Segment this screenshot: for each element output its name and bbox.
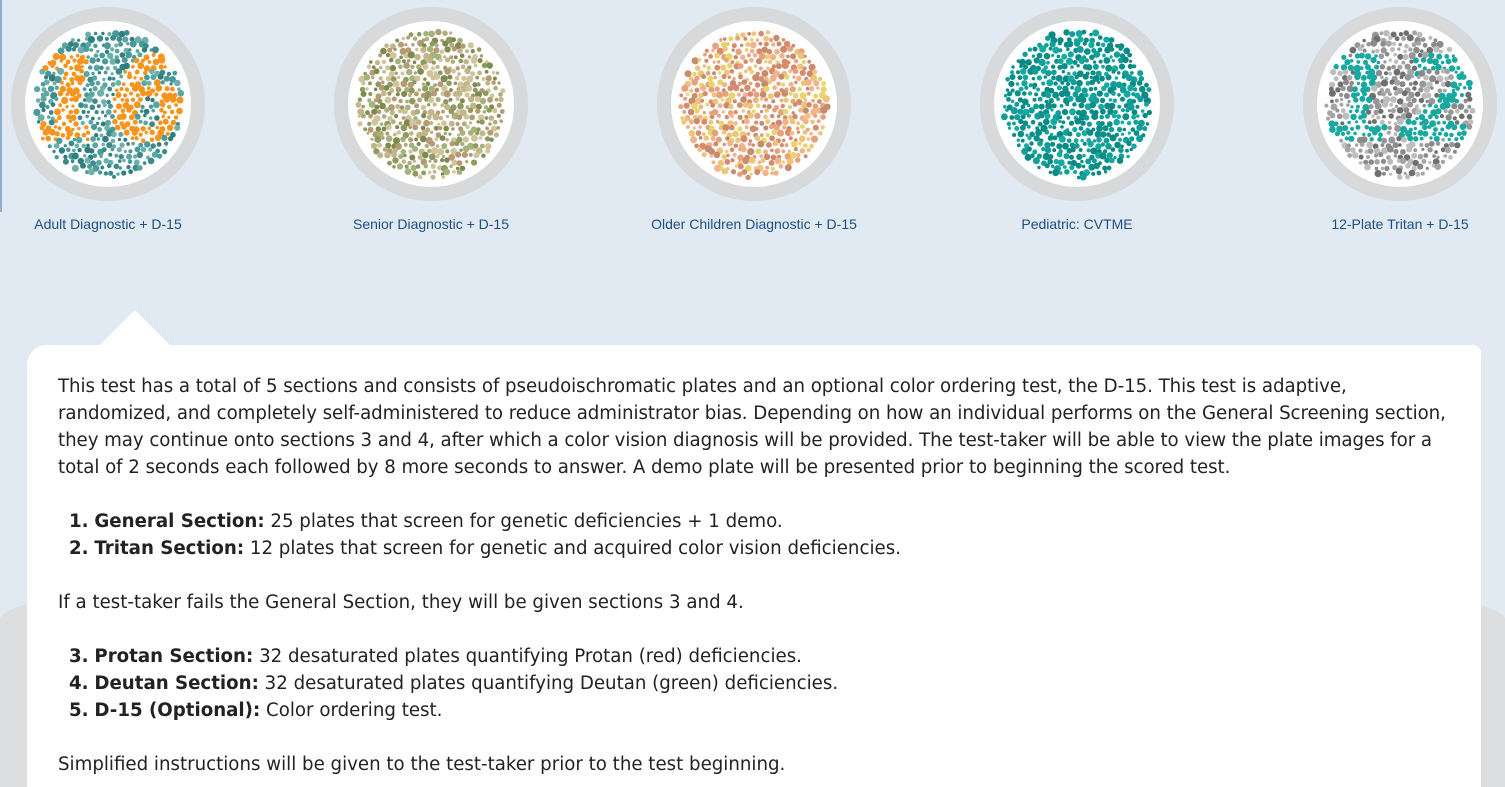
section-list-primary — [58, 508, 1450, 562]
section-text: 32 desaturated plates quantifying Protan (red) deficiencies. — [253, 646, 802, 667]
plate-older-children-diagnostic[interactable] — [604, 7, 904, 237]
test-description-card — [27, 345, 1481, 787]
section-number: 5. — [69, 700, 89, 721]
section-text: 32 desaturated plates quantifying Deutan (green) deficiencies. — [258, 673, 839, 694]
selection-pointer — [97, 310, 173, 348]
plate-pediatric-cvtme[interactable] — [927, 7, 1227, 237]
plate-senior-diagnostic[interactable] — [281, 7, 581, 237]
list-item — [58, 697, 1450, 724]
plate-ring — [1303, 7, 1497, 201]
fail-note: If a test-taker fails the General Section, they will be given sections 3 and 4. — [58, 592, 744, 613]
intro-paragraph: This test has a total of 5 sections and consists of pseudoischromatic plates and an optional color ordering test, the D-15. This test is adaptive, randomized, and completely self-administered to reduce administrator bias. Depending on how an individual performs on the General Screening section, they may continue onto sections 3 and 4, after which a color vision diagnosis will be provided. The test-taker will be able to view the plate images for a total of 2 seconds each followed by 8 more seconds to answer. A demo plate will be presented prior to beginning the scored test. — [58, 376, 1446, 478]
plate-selector — [0, 0, 1505, 245]
ishihara-plate-icon — [348, 21, 514, 187]
section-list-secondary — [58, 643, 1450, 724]
ishihara-plate-icon — [1317, 21, 1483, 187]
section-name: General Section: — [94, 511, 265, 532]
plate-label-tritan[interactable]: 12-Plate Tritan + D-15 — [1331, 216, 1469, 232]
ishihara-plate-icon — [671, 21, 837, 187]
section-text: 12 plates that screen for genetic and acquired color vision deficiencies. — [244, 538, 901, 559]
plate-ring — [657, 7, 851, 201]
section-number: 1. — [69, 511, 89, 532]
section-number: 3. — [69, 646, 89, 667]
plate-ring — [980, 7, 1174, 201]
footer-note: Simplified instructions will be given to the test-taker prior to the test beginning. — [58, 754, 786, 775]
list-item — [58, 508, 1450, 535]
section-text: 25 plates that screen for genetic deficiencies + 1 demo. — [264, 511, 783, 532]
section-number: 2. — [69, 538, 89, 559]
plate-adult-diagnostic[interactable] — [0, 7, 258, 237]
list-item — [58, 643, 1450, 670]
section-name: Deutan Section: — [94, 673, 259, 694]
plate-label-adult-diagnostic[interactable]: Adult Diagnostic + D-15 — [34, 216, 182, 232]
plate-label-senior-diagnostic[interactable]: Senior Diagnostic + D-15 — [352, 216, 510, 232]
list-item — [58, 670, 1450, 697]
section-name: Protan Section: — [94, 646, 254, 667]
section-number: 4. — [69, 673, 89, 694]
plate-ring — [11, 7, 205, 201]
plate-label-pediatric-cvtme[interactable]: Pediatric: CVTME — [1021, 216, 1133, 232]
section-name: Tritan Section: — [94, 538, 245, 559]
plate-label-older-children-diagnostic[interactable]: Older Children Diagnostic + D-15 — [651, 216, 857, 232]
plate-ring — [334, 7, 528, 201]
ishihara-plate-icon — [25, 21, 191, 187]
ishihara-plate-icon — [994, 21, 1160, 187]
section-text: Color ordering test. — [260, 700, 443, 721]
plate-tritan[interactable] — [1250, 7, 1505, 237]
section-name: D-15 (Optional): — [94, 700, 261, 721]
list-item — [58, 535, 1450, 562]
